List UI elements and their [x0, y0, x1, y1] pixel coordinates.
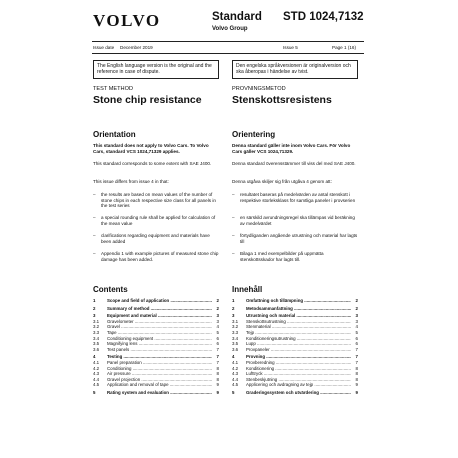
swedish-notice: Den engelska språkversionen är originalversion och ska åberopas i händelse av tvist. [232, 60, 358, 79]
toc-title: Summary of method ..... [107, 306, 212, 312]
toc-number: 4.3 [93, 371, 100, 377]
swedish-bullet: – resultatet baseras på medelvärden av antal stenskott i respektive storleksklass för samtliga paneler i provserien [232, 192, 358, 203]
toc-number: 3.3 [93, 329, 100, 335]
toc-page-number: 7 [355, 359, 358, 365]
toc-title: Application and removal of tape ..... [107, 382, 212, 388]
toc-page-number: 8 [216, 365, 219, 371]
toc-title: Test panels ..... [107, 347, 212, 353]
toc-title: Stenskottsutrustning ..... [246, 319, 351, 325]
toc-number: 2 [232, 305, 235, 311]
issue-date: December 2019 [120, 45, 153, 50]
toc-title: Panel preparation ..... [107, 360, 212, 366]
toc-title: Metodsammanfattning ..... [246, 306, 351, 312]
toc-page-number: 6 [355, 335, 358, 341]
toc-title: Stenmaterial ..... [246, 324, 351, 330]
toc-page-number: 8 [355, 365, 358, 371]
english-orientation-note: This standard does not apply to Volvo Cars. To Volvo Cars, standard VCS 1024,71329 applies. [93, 143, 209, 154]
toc-entry[interactable] [93, 390, 219, 396]
toc-number: 4.2 [232, 365, 239, 371]
toc-page-number: 6 [216, 335, 219, 341]
toc-page-number: 3 [216, 313, 219, 319]
toc-number: 4 [93, 354, 96, 360]
toc-number: 4.4 [93, 376, 100, 382]
english-corresponds: This standard corresponds to some extent with SAE J400. [93, 161, 212, 166]
toc-entry[interactable] [93, 298, 219, 304]
toc-title: Air pressure ..... [107, 371, 212, 377]
toc-title: Magnifying lens ..... [107, 341, 212, 347]
toc-title: Conditioning equipment ..... [107, 336, 212, 342]
page-number: Page 1 (16) [332, 45, 357, 50]
toc-page-number: 7 [355, 354, 358, 360]
swedish-bullet: – Bilaga 1 med exempelbilder på uppmätta stenskottsskador har lagts till. [232, 251, 358, 262]
toc-page-number: 2 [216, 298, 219, 303]
meta-divider [92, 53, 364, 54]
toc-page-number: 2 [216, 305, 219, 311]
toc-number: 4.1 [232, 359, 239, 365]
swedish-bullet: – en särskild avrundningsregel ska tillämpas vid beräkning av medelvärdet [232, 215, 358, 226]
toc-page-number: 8 [355, 376, 358, 382]
toc-title: Stenbeskjutning ..... [246, 377, 351, 383]
toc-page-number: 6 [216, 341, 219, 347]
english-bullet: – Appendix 1 with example pictures of measured stone chip damage has been added. [93, 251, 219, 262]
toc-page-number: 9 [216, 389, 219, 395]
toc-page-number: 4 [216, 324, 219, 330]
toc-title: Provberedning ..... [246, 360, 351, 366]
toc-number: 3.4 [232, 335, 239, 341]
toc-page-number: 7 [216, 346, 219, 352]
toc-number: 4.4 [232, 376, 239, 382]
english-table-of-contents [93, 296, 219, 396]
toc-number: 3.5 [93, 341, 100, 347]
document-number: STD 1024,7132 [283, 11, 364, 23]
toc-title: Gravelometer ..... [107, 319, 212, 325]
toc-title: Konditionering ..... [246, 366, 351, 372]
english-orientation-heading: Orientation [93, 130, 136, 139]
toc-title: Gravel projection ..... [107, 377, 212, 383]
toc-number: 3.2 [232, 324, 239, 330]
toc-page-number: 3 [355, 318, 358, 324]
toc-page-number: 7 [355, 346, 358, 352]
toc-number: 4 [232, 354, 235, 360]
toc-page-number: 3 [355, 313, 358, 319]
toc-entry[interactable] [232, 347, 358, 353]
swedish-differs: Denna utgåva skiljer sig från utgåva 4 genom att: [232, 179, 332, 184]
swedish-contents-heading: Innehåll [232, 285, 263, 294]
standard-label: Standard [212, 11, 262, 23]
toc-title: Konditioneringsutrustning ..... [246, 336, 351, 342]
toc-title: Lufttryck ..... [246, 371, 351, 377]
swedish-orientation-heading: Orientering [232, 130, 276, 139]
toc-title: Applicering och avdragning av tejp ..... [246, 382, 351, 388]
toc-number: 4.5 [93, 382, 100, 388]
swedish-bullet: – förtydliganden angående utrustning och material har lagts till [232, 233, 358, 244]
toc-number: 1 [93, 298, 96, 303]
toc-number: 3.5 [232, 341, 239, 347]
toc-entry[interactable] [232, 382, 358, 388]
toc-number: 3.4 [93, 335, 100, 341]
toc-title: Rating system and evaluation ..... [107, 390, 212, 396]
toc-page-number: 7 [216, 359, 219, 365]
english-title: Stone chip resistance [93, 94, 202, 106]
toc-entry[interactable] [93, 306, 219, 312]
toc-number: 3.3 [232, 329, 239, 335]
english-contents-heading: Contents [93, 285, 128, 294]
toc-title: Graderingssystem och utvärdering ..... [246, 390, 351, 396]
swedish-corresponds: Denna standard överensstämmer till viss del med SAE J400. [232, 161, 356, 166]
toc-number: 4.2 [93, 365, 100, 371]
toc-title: Equipment and material ..... [107, 313, 212, 319]
toc-entry[interactable] [232, 306, 358, 312]
toc-number: 3.1 [232, 318, 239, 324]
toc-number: 5 [232, 389, 235, 395]
volvo-logo: VOLVO [93, 11, 161, 30]
toc-entry[interactable] [93, 382, 219, 388]
toc-title: Omfattning och tillämpning ..... [246, 298, 351, 304]
english-bullet: – the results are based on mean values of the number of stone chips in each respective size class for all panels in the test series [93, 192, 219, 209]
english-notice: The English language version is the original and the reference in case of dispute. [93, 60, 219, 79]
swedish-title: Stenskottsresistens [232, 94, 332, 106]
toc-entry[interactable] [93, 347, 219, 353]
toc-page-number: 8 [355, 371, 358, 377]
english-bullet: – a special rounding rule shall be applied for calculation of the mean value [93, 215, 219, 226]
swedish-orientation-note: Denna standard gäller inte inom Volvo Cars. För Volvo Cars gäller VCS 1024,71329. [232, 143, 351, 154]
toc-title: Tejp ..... [246, 330, 351, 336]
toc-page-number: 7 [216, 354, 219, 360]
toc-number: 4.5 [232, 382, 239, 388]
toc-number: 4.1 [93, 359, 100, 365]
toc-title: Gravel ..... [107, 324, 212, 330]
toc-page-number: 6 [355, 341, 358, 347]
english-differs: This issue differs from issue 4 in that: [93, 179, 169, 184]
toc-number: 1 [232, 298, 235, 303]
toc-page-number: 8 [216, 371, 219, 377]
toc-title: Scope and field of application ..... [107, 298, 212, 304]
english-bullet: – clarifications regarding equipment and materials have been added [93, 233, 219, 244]
toc-page-number: 5 [216, 329, 219, 335]
toc-title: Testing ..... [107, 354, 212, 360]
english-method-label: TEST METHOD [93, 86, 133, 92]
toc-title: Lupp ..... [246, 341, 351, 347]
toc-page-number: 4 [355, 324, 358, 330]
toc-page-number: 9 [355, 382, 358, 388]
toc-title: Provning ..... [246, 354, 351, 360]
issue-number: Issue 5 [283, 45, 298, 50]
toc-page-number: 9 [216, 382, 219, 388]
header-divider [92, 41, 364, 42]
toc-number: 5 [93, 389, 96, 395]
toc-entry[interactable] [232, 298, 358, 304]
toc-number: 2 [93, 305, 96, 311]
toc-page-number: 9 [355, 389, 358, 395]
toc-page-number: 2 [355, 305, 358, 311]
toc-number: 3 [232, 313, 235, 319]
toc-page-number: 2 [355, 298, 358, 303]
group-label: Volvo Group [212, 26, 248, 32]
toc-number: 3.6 [93, 346, 100, 352]
toc-number: 3 [93, 313, 96, 319]
toc-entry[interactable] [232, 390, 358, 396]
swedish-method-label: PROVNINGSMETOD [232, 86, 286, 92]
toc-page-number: 3 [216, 318, 219, 324]
toc-page-number: 5 [355, 329, 358, 335]
toc-title: Tape ..... [107, 330, 212, 336]
toc-title: Provpaneler ..... [246, 347, 351, 353]
toc-number: 3.1 [93, 318, 100, 324]
issue-date-label: Issue date [93, 45, 115, 50]
swedish-table-of-contents [232, 296, 358, 396]
toc-number: 3.2 [93, 324, 100, 330]
toc-page-number: 8 [216, 376, 219, 382]
toc-title: Utrustning och material ..... [246, 313, 351, 319]
toc-number: 4.3 [232, 371, 239, 377]
toc-number: 3.6 [232, 346, 239, 352]
toc-title: Conditioning ..... [107, 366, 212, 372]
